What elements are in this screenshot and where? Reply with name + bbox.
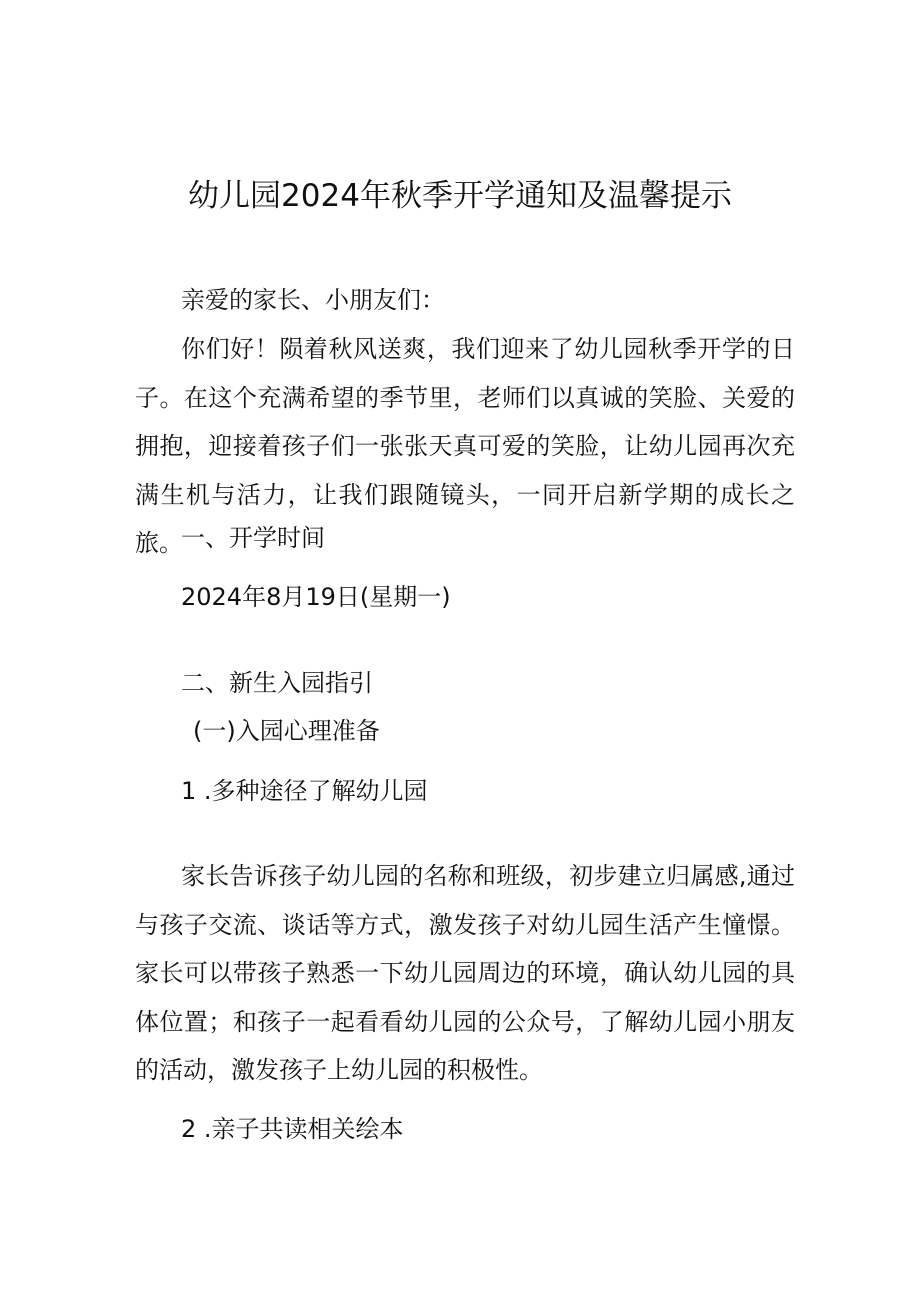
salutation: 亲爱的家长、小朋友们：: [181, 286, 445, 314]
document-title: 幼儿园2024年秋季开学通知及温馨提示: [188, 178, 732, 214]
subsection-heading-psychological-prep: (一)入园心理准备: [193, 717, 380, 745]
item-heading-understand-kindergarten: 1 .多种途径了解幼儿园: [181, 777, 428, 805]
item-paragraph-understand-kindergarten: 家长告诉孩子幼儿园的名称和班级，初步建立归属感,通过与孩子交流、谈话等方式，激发孩子对幼儿园生活产生憧憬。家长可以带孩子熟悉一下幼儿园周边的环境，确认幼儿园的具体位置；和孩子一起看看幼儿园的公众号，了解幼儿园小朋友的活动，激发孩子上幼儿园的积极性。: [135, 862, 795, 1084]
section-heading-new-student-guide: 二、新生入园指引: [181, 669, 373, 697]
section-heading-start-time: 一、开学时间: [181, 524, 325, 552]
intro-paragraph: 你们好！陨着秋风送爽，我们迎来了幼儿园秋季开学的日子。在这个充满希望的季节里，老师们以真诚的笑脸、关爱的拥抱，迎接着孩子们一张张天真可爱的笑脸，让幼儿园再次充满生机与活力，让我们跟随镜头，一同开启新学期的成长之旅。: [135, 335, 795, 557]
start-date: 2024年8月19日(星期一): [181, 583, 451, 611]
item-heading-parent-child-reading: 2 .亲子共读相关绘本: [181, 1115, 404, 1143]
